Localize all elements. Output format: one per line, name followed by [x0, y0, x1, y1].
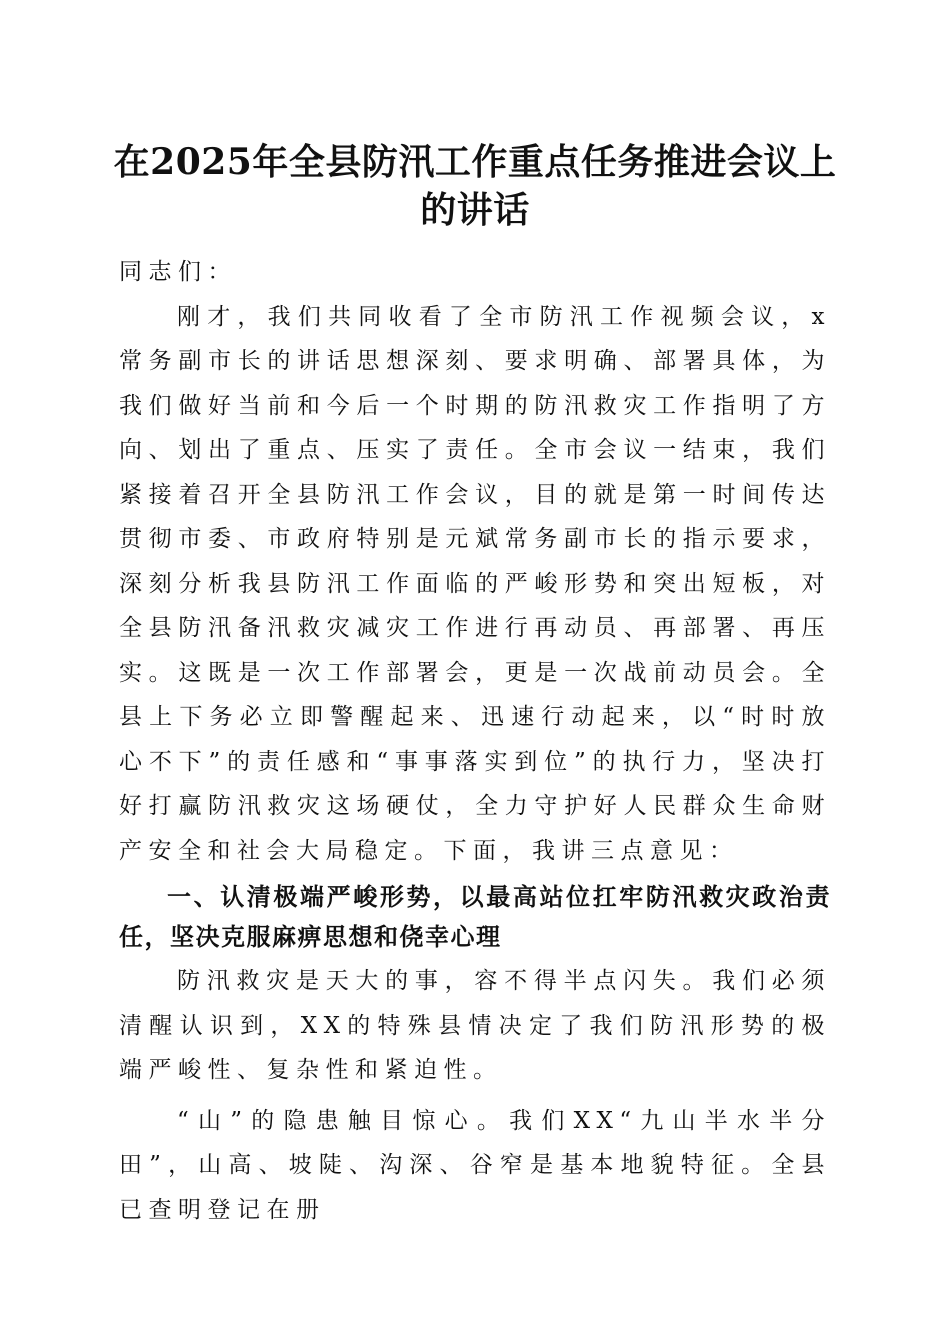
section-heading-1: 一、认清极端严峻形势，以最高站位扛牢防汛救灾政治责任，坚决克服麻痹思想和侥幸心理 — [119, 883, 831, 951]
section-1-paragraph-1: 防汛救灾是天大的事，容不得半点闪失。我们必须清醒认识到，XX的特殊县情决定了我们防汛形势的极端严峻性、复杂性和紧迫性。 — [119, 968, 831, 1083]
document-title: 在2025年全县防汛工作重点任务推进会议上的讲话 — [113, 141, 837, 231]
document-body — [119, 250, 831, 1232]
intro-paragraph: 刚才，我们共同收看了全市防汛工作视频会议，x常务副市长的讲话思想深刻、要求明确、部署具体，为我们做好当前和今后一个时期的防汛救灾工作指明了方向、划出了重点、压实了责任。全市会议一结束，我们紧接着召开全县防汛工作会议，目的就是第一时间传达贯彻市委、市政府特别是元斌常务副市长的指示要求，深刻分析我县防汛工作面临的严峻形势和突出短板，对全县防汛备汛救灾减灾工作进行再动员、再部署、再压实。这既是一次工作部署会，更是一次战前动员会。全县上下务必立即警醒起来、迅速行动起来，以“时时放心不下”的责任感和“事事落实到位”的执行力，坚决打好打赢防汛救灾这场硬仗，全力守护好人民群众生命财产安全和社会大局稳定。下面，我讲三点意见： — [119, 303, 831, 864]
salutation: 同志们： — [119, 259, 237, 285]
section-1-paragraph-2: “山”的隐患触目惊心。我们XX“九山半水半分田”，山高、坡陡、沟深、谷窄是基本地貌特征。全县已查明登记在册 — [119, 1107, 831, 1223]
